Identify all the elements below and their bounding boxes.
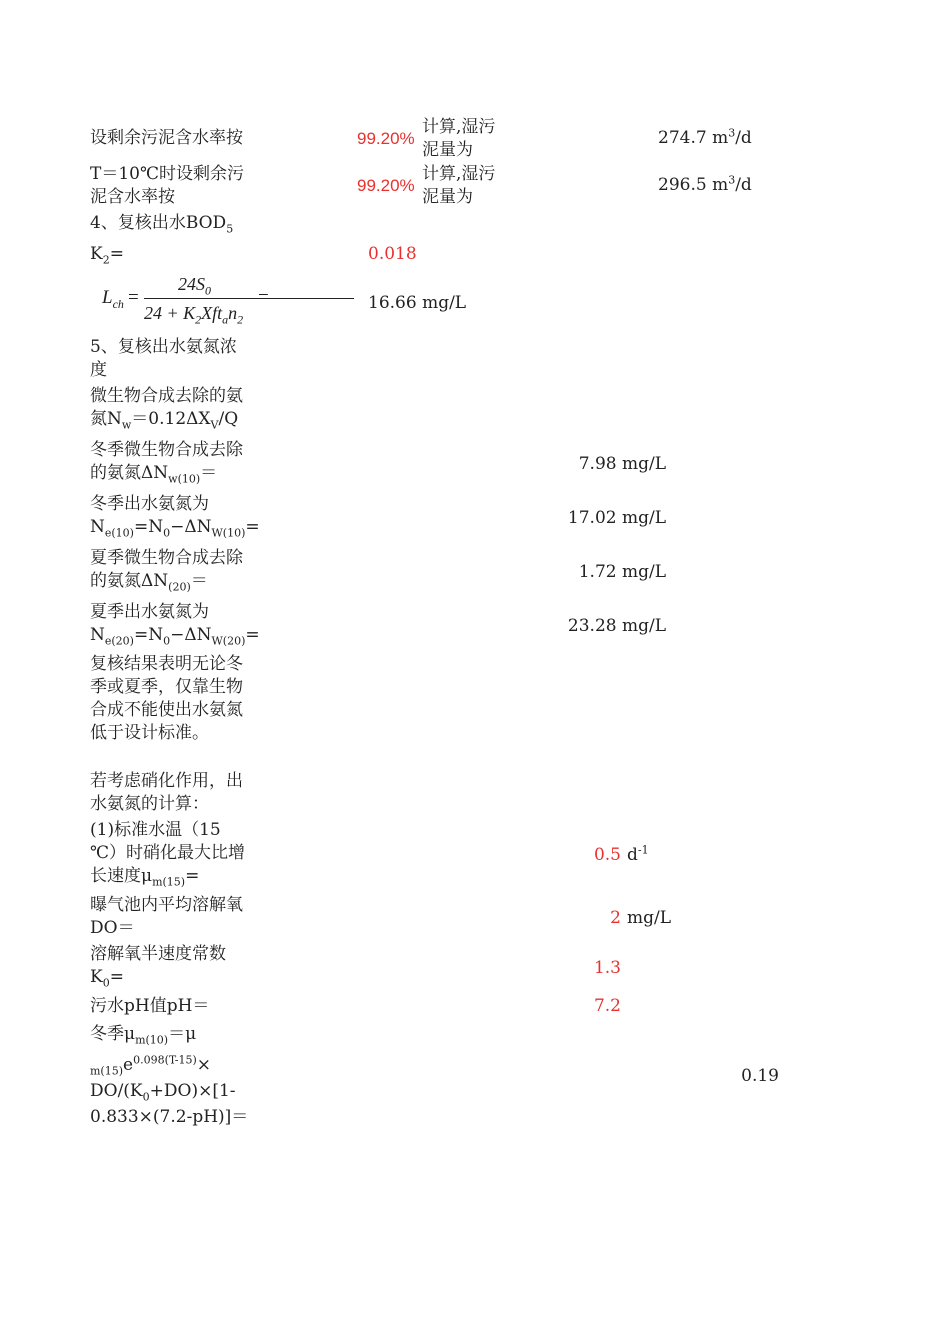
lch-formula — [100, 270, 280, 330]
winter-ne-value: 17.02 mg/L — [567, 508, 666, 528]
nw-label-a: 微生物合成去除的氨 — [90, 386, 243, 406]
nitrification-line-1: 若考虑硝化作用，出 — [90, 771, 243, 791]
winter-dn-label-a: 冬季微生物合成去除 — [90, 440, 243, 460]
formula-numerator: $24S_0$ — [178, 274, 211, 298]
do-label-2: DO＝ — [90, 918, 135, 938]
do-unit: mg/L — [627, 908, 672, 928]
t10-label-b: 泥含水率按 — [90, 187, 175, 207]
conclusion-line-1: 复核结果表明无论冬 — [90, 654, 243, 674]
ph-label: 污水pH值pH＝ — [90, 996, 210, 1016]
summer-ne-value: 23.28 mg/L — [567, 616, 666, 636]
winter-mu-label-1: 冬季$\mu_{m(10)}=\mu$ — [90, 1024, 197, 1047]
winter-mu-label-2: $_{m(15)}e^{0.098(T-15)}\times$ — [90, 1053, 212, 1078]
section5-heading-a: 5、复核出水氨氮浓 — [90, 337, 237, 357]
nitrification-line-2: 水氨氮的计算： — [90, 794, 209, 814]
calc-wet-label-2b: 泥量为 — [422, 187, 473, 207]
calc-wet-label-1a: 计算,湿污 — [422, 117, 496, 137]
do-value[interactable]: 2 — [610, 908, 621, 928]
winter-mu-label-3: $DO/(K_0+DO)\times[1-$ — [90, 1081, 236, 1104]
formula-denominator: $24 + K_2Xft_an_2$ — [144, 303, 244, 327]
summer-dn-value: 1.72 mg/L — [578, 562, 666, 582]
winter-dn-value: 7.98 mg/L — [578, 454, 666, 474]
mu15-unit: $d^{-1}$ — [627, 843, 649, 865]
t10-label-a: T＝10℃时设剩余污 — [90, 164, 244, 184]
wet-sludge-2-value: 296.5 $m^3/d$ — [658, 173, 752, 195]
calc-wet-label-2a: 计算,湿污 — [422, 164, 496, 184]
lch-value: 16.66 mg/L — [368, 293, 467, 313]
mu15-label-3: 长速度$\mu_{m(15)}=$ — [90, 866, 200, 889]
summer-ne-label-a: 夏季出水氨氮为 — [90, 602, 209, 622]
t10-value[interactable]: 99.20% — [357, 176, 415, 195]
k0-value[interactable]: 1.3 — [593, 958, 621, 978]
nw-label-b: 氮$N_w=0.12\Delta X_V/Q$ — [90, 409, 239, 432]
formula-eq: = — [128, 287, 139, 308]
winter-mu-label-4: 0.833×(7.2-pH)]＝ — [90, 1107, 249, 1127]
do-label-1: 曝气池内平均溶解氧 — [90, 895, 243, 915]
conclusion-line-2: 季或夏季，仅靠生物 — [90, 677, 243, 697]
ph-value[interactable]: 7.2 — [593, 996, 621, 1016]
winter-ne-label-b: $N_{e(10)}=N_0-\Delta N_{W(10)}=$ — [90, 517, 260, 540]
formula-lhs: $L_{ch}$ — [102, 287, 124, 311]
sludge-water-label: 设剩余污泥含水率按 — [90, 128, 243, 148]
k2-value[interactable]: 0.018 — [368, 244, 417, 264]
k0-label-1: 溶解氧半速度常数 — [90, 944, 226, 964]
conclusion-line-4: 低于设计标准。 — [90, 723, 209, 743]
section5-heading-b: 度 — [90, 360, 107, 380]
formula-eq2: = — [258, 287, 269, 308]
section4-heading: 4、复核出水$BOD_5$ — [90, 213, 234, 236]
fraction-bar — [144, 298, 354, 299]
wet-sludge-1-value: 274.7 $m^3/d$ — [658, 126, 752, 148]
calc-wet-label-1b: 泥量为 — [422, 140, 473, 160]
sludge-water-value[interactable]: 99.20% — [357, 129, 415, 148]
k0-label-2: $K_0=$ — [90, 967, 124, 990]
winter-dn-label-b: 的氨氮$\Delta N_{w(10)}=$ — [90, 463, 218, 486]
summer-dn-label-b: 的氨氮$\Delta N_{(20)}=$ — [90, 571, 208, 594]
winter-ne-label-a: 冬季出水氨氮为 — [90, 494, 209, 514]
summer-ne-label-b: $N_{e(20)}=N_0-\Delta N_{W(20)}=$ — [90, 625, 260, 648]
mu15-label-1: (1)标准水温（15 — [90, 820, 221, 840]
conclusion-line-3: 合成不能使出水氨氮 — [90, 700, 243, 720]
k2-label: $K_2=$ — [90, 244, 124, 267]
mu15-label-2: ℃）时硝化最大比增 — [90, 843, 246, 863]
summer-dn-label-a: 夏季微生物合成去除 — [90, 548, 243, 568]
winter-mu-value: 0.19 — [741, 1066, 779, 1086]
mu15-value[interactable]: 0.5 — [593, 845, 621, 865]
